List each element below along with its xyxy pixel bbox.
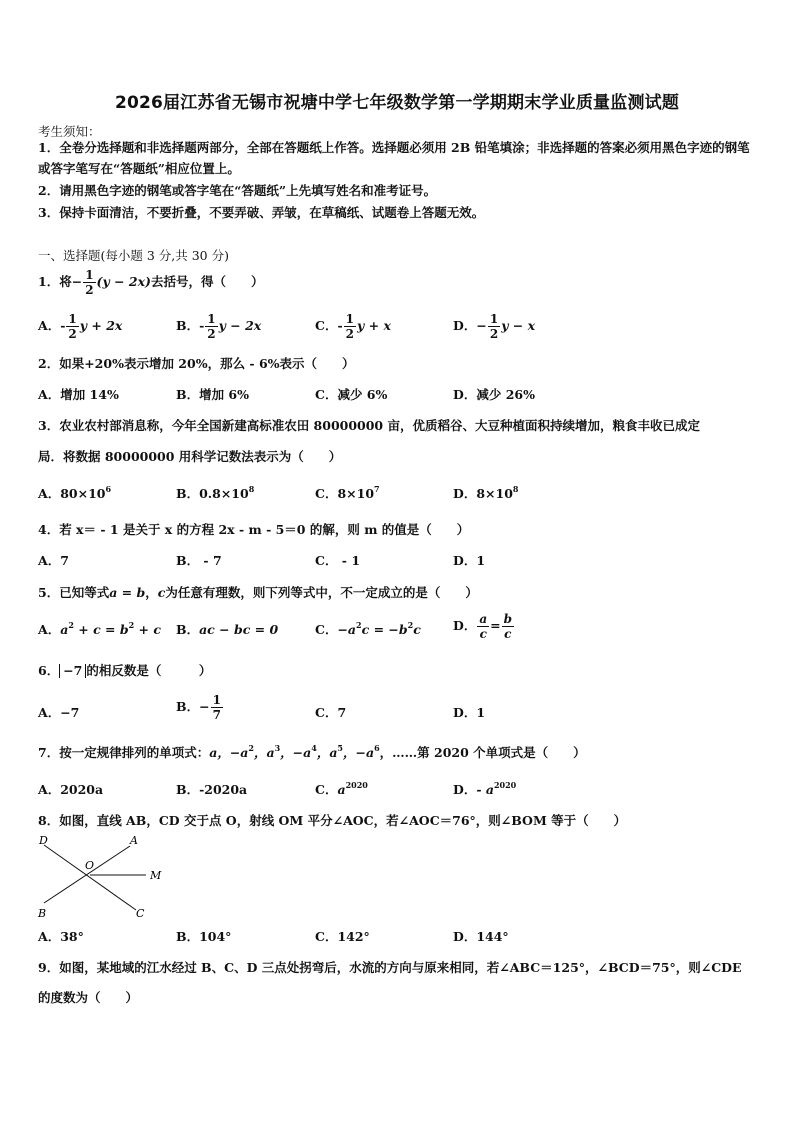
question-8: 8．如图，直线 AB，CD 交于点 O，射线 OM 平分∠AOC，若∠AOC＝76°，则∠BOM 等于（ ） — [38, 813, 627, 828]
q7-term-4-base: ，−a — [280, 745, 312, 760]
q5-option-d-num-left: a — [479, 612, 488, 626]
q5-option-a-end: + c — [134, 622, 161, 637]
q3-option-d[interactable] — [453, 484, 519, 502]
q5-option-b-expr: ac − bc = 0 — [199, 622, 279, 637]
q5-option-a-exp-2: 2 — [128, 620, 135, 630]
q5-option-a[interactable] — [38, 620, 161, 638]
notice-item-1: 1．全卷分选择题和非选择题两部分，全部在答题纸上作答。选择题必须用 2B 铅笔填涂；非选择题的答案必须用黑色字迹的钢笔或答字笔写在“答题纸”相应位置上。 — [38, 140, 750, 176]
notice-item-3: 3．保持卡面清洁，不要折叠，不要弄破、弄皱，在草稿纸、试题卷上答题无效。 — [38, 205, 485, 220]
q7-tail: ，……第 2020 个单项式是（ ） — [379, 745, 586, 760]
q1-minus: − — [71, 274, 83, 289]
q3-option-a-base: 80×10 — [60, 486, 106, 501]
q4-option-a[interactable]: A．7 — [38, 553, 69, 568]
q5-option-d-fraction-right — [502, 612, 514, 641]
q7-term-2-base: ，−a — [217, 745, 249, 760]
q3-option-c[interactable] — [315, 484, 380, 502]
question-4: 4．若 x＝ - 1 是关于 x 的方程 2x - m - 5＝0 的解，则 m 的值是（ ） — [38, 522, 470, 537]
q6-option-c[interactable] — [315, 703, 346, 721]
q5-option-a-middle: + c = b — [73, 622, 129, 637]
q1-tail: 去括号，得（ ） — [150, 274, 264, 289]
q5-option-c-exp-2: 2 — [407, 620, 414, 630]
q1-expression: (y − 2x) — [96, 274, 151, 289]
q1-option-c-den: 2 — [345, 327, 355, 341]
q5-tail: 为任意有理数，则下列等式中，不一定成立的是（ ） — [165, 585, 478, 600]
q7-prefix: 7．按一定规律排列的单项式： — [38, 745, 210, 760]
q5-option-c-term-1: −a — [337, 622, 357, 637]
q1-option-d-num: 1 — [489, 312, 499, 326]
q3-option-d-base: 8×10 — [476, 486, 513, 501]
q1-option-c-label: C． — [315, 318, 338, 333]
q1-option-b-fraction — [205, 312, 217, 341]
q5-option-d[interactable] — [453, 612, 515, 641]
q8-option-c[interactable]: C．142° — [315, 929, 370, 944]
q5-equation: a = b — [109, 585, 146, 600]
q1-option-a-fraction — [66, 312, 78, 341]
q1-option-b-label: B． — [176, 318, 200, 333]
label-d: D — [39, 834, 48, 847]
q7-option-d-exp: 2020 — [493, 780, 517, 790]
q7-option-c[interactable] — [315, 780, 368, 798]
q5-option-d-num-right: b — [503, 612, 512, 626]
q5-option-c-middle: c = −b — [361, 622, 408, 637]
q6-option-b-sign: − — [199, 699, 210, 714]
q6-option-a-text: −7 — [60, 705, 80, 720]
q5-option-b[interactable] — [176, 620, 278, 638]
q3-option-c-label: C． — [315, 486, 338, 501]
q1-option-c-sign: - — [337, 318, 343, 333]
q5-option-c-label: C． — [315, 622, 338, 637]
q8-option-d[interactable]: D．144° — [453, 929, 509, 944]
q1-option-d-sign: − — [476, 318, 487, 333]
q8-option-b[interactable]: B．104° — [176, 929, 232, 944]
q7-term-1: a — [209, 745, 218, 760]
q1-number: 1．将 — [38, 274, 72, 289]
q7-term-2-exp: 2 — [248, 743, 254, 753]
q7-option-a[interactable] — [38, 780, 103, 798]
q7-term-4-exp: 4 — [311, 743, 317, 753]
q6-option-b-num: 1 — [212, 693, 221, 707]
q7-term-5-base: ，a — [316, 745, 338, 760]
q3-option-b[interactable] — [176, 484, 254, 502]
q3-option-d-label: D． — [453, 486, 477, 501]
q4-option-d[interactable]: D．1 — [453, 553, 486, 568]
question-5 — [38, 583, 478, 601]
q1-option-c[interactable] — [315, 312, 391, 341]
q6-option-a-label: A． — [38, 705, 61, 720]
page-title: 2026届江苏省无锡市祝塘中学七年级数学第一学期期末学业质量监测试题 — [114, 93, 680, 113]
q1-option-a-label: A． — [38, 318, 61, 333]
q6-option-d-text: 1 — [476, 705, 486, 720]
q3-option-b-base: 0.8×10 — [199, 486, 249, 501]
q1-option-b-sign: - — [199, 318, 205, 333]
q7-term-6-base: ，−a — [343, 745, 375, 760]
q5-option-c[interactable] — [315, 620, 421, 638]
q7-option-d[interactable] — [453, 780, 516, 798]
q6-option-b[interactable] — [176, 693, 224, 722]
q4-option-b[interactable]: B． - 7 — [176, 553, 222, 568]
q5-option-c-end: c — [413, 622, 421, 637]
q1-option-d-expr: y − x — [501, 318, 536, 333]
q6-tail: 的相反数是（ ） — [86, 663, 212, 678]
q1-option-a-expr: y + 2x — [79, 318, 123, 333]
q7-term-6-exp: 6 — [374, 743, 380, 753]
question-2: 2．如果+20%表示增加 20%，那么 - 6%表示（ ） — [38, 356, 355, 371]
q1-frac-num: 1 — [85, 268, 94, 282]
q5-prefix: 5．已知等式 — [38, 585, 110, 600]
q6-option-c-text: 7 — [337, 705, 347, 720]
line-dc — [44, 845, 136, 910]
question-9-line-2: 的度数为（ ） — [38, 990, 139, 1005]
q5-option-d-den-right: c — [504, 627, 512, 641]
q7-option-d-base: - a — [476, 782, 494, 797]
label-o: O — [85, 859, 95, 872]
q7-term-3-exp: 3 — [274, 743, 281, 753]
q1-option-d-den: 2 — [489, 327, 499, 341]
notice-item-2: 2．请用黑色字迹的钢笔或答字笔在“答题纸”上先填写姓名和准考证号。 — [38, 183, 437, 198]
q7-term-3-base: ，a — [253, 745, 275, 760]
q8-geometry-figure — [34, 832, 174, 922]
q1-option-a-num: 1 — [68, 312, 77, 326]
q5-option-a-term-1: a — [60, 622, 69, 637]
q5-option-a-label: A． — [38, 622, 61, 637]
label-b: B — [38, 907, 47, 920]
q5-option-d-equals: = — [490, 618, 501, 633]
q7-option-c-base: a — [337, 782, 346, 797]
q5-option-d-label: D． — [453, 618, 477, 633]
q7-option-c-label: C． — [315, 782, 338, 797]
q3-option-d-exp: 8 — [512, 484, 519, 494]
q1-fraction — [83, 268, 95, 297]
q5-option-a-exp-1: 2 — [68, 620, 74, 630]
q3-option-b-label: B． — [176, 486, 200, 501]
q7-term-5-exp: 5 — [337, 743, 343, 753]
q6-absolute-value: −7 — [59, 664, 86, 678]
q7-option-a-label: A． — [38, 782, 61, 797]
label-a: A — [130, 834, 138, 847]
q1-option-d[interactable] — [453, 312, 535, 341]
q1-option-c-num: 1 — [345, 312, 355, 326]
q1-option-d-label: D． — [453, 318, 477, 333]
q1-option-b[interactable] — [176, 312, 261, 341]
q7-option-c-exp: 2020 — [345, 780, 368, 790]
q5-option-c-exp-1: 2 — [356, 620, 362, 630]
q8-option-a[interactable]: A．38° — [38, 929, 84, 944]
q6-option-d[interactable] — [453, 703, 485, 721]
label-c: C — [136, 907, 145, 920]
q2-option-c[interactable]: C．减少 6% — [315, 387, 388, 402]
q4-option-c[interactable]: C． - 1 — [315, 553, 361, 568]
q7-option-b-label: B． — [176, 782, 200, 797]
q6-number: 6． — [38, 663, 60, 678]
q1-option-b-expr: y − 2x — [218, 318, 262, 333]
q3-option-c-exp: 7 — [374, 484, 380, 494]
q3-option-a[interactable] — [38, 484, 111, 502]
q1-option-c-expr: y + x — [357, 318, 391, 333]
q3-option-a-exp: 6 — [105, 484, 112, 494]
label-m: M — [150, 869, 162, 882]
question-3-line-1: 3．农业农村部消息称，今年全国新建高标准农田 80000000 亩，优质稻谷、大豆种植面积持续增加，粮食丰收已成定 — [38, 418, 700, 433]
question-6 — [38, 661, 211, 679]
q6-option-a[interactable] — [38, 703, 79, 721]
notice-heading: 考生须知： — [38, 124, 101, 139]
q7-option-a-text: 2020a — [60, 782, 104, 797]
q7-option-b-text: -2020a — [199, 782, 248, 797]
q6-option-d-label: D． — [453, 705, 477, 720]
question-3-line-2: 局．将数据 80000000 用科学记数法表示为（ ） — [38, 449, 342, 464]
q5-option-b-label: B． — [176, 622, 200, 637]
q1-option-d-fraction — [488, 312, 500, 341]
question-9-line-1: 9．如图，某地域的江水经过 B、C、D 三点处拐弯后，水流的方向与原来相同，若∠ABC＝125°，∠BCD＝75°，则∠CDE — [38, 960, 742, 975]
q5-separator: ， — [145, 585, 158, 600]
q5-option-d-fraction-left — [477, 612, 489, 641]
question-1 — [38, 268, 263, 297]
q3-option-c-base: 8×10 — [337, 486, 375, 501]
q3-option-a-label: A． — [38, 486, 61, 501]
q2-option-d[interactable]: D．减少 26% — [453, 387, 535, 402]
q6-option-b-den: 7 — [212, 708, 221, 722]
q1-frac-den: 2 — [85, 283, 94, 297]
section-heading: 一、选择题(每小题 3 分,共 30 分) — [38, 248, 229, 263]
q2-option-b[interactable]: B．增加 6% — [176, 387, 249, 402]
q1-option-b-den: 2 — [207, 327, 216, 341]
q6-option-b-label: B． — [176, 699, 200, 714]
q5-variable-c: c — [157, 585, 166, 600]
question-7 — [38, 743, 586, 761]
q1-option-c-fraction — [344, 312, 356, 341]
q3-option-b-exp: 8 — [248, 484, 255, 494]
q5-option-d-den-left: c — [479, 627, 487, 641]
q2-option-a[interactable]: A．增加 14% — [38, 387, 119, 402]
q1-option-b-num: 1 — [207, 312, 216, 326]
q1-option-a-sign: - — [60, 318, 66, 333]
q7-option-d-label: D． — [453, 782, 477, 797]
q1-option-a-den: 2 — [68, 327, 77, 341]
q1-option-a[interactable] — [38, 312, 122, 341]
q7-option-b[interactable] — [176, 780, 247, 798]
q6-option-b-fraction — [211, 693, 223, 722]
q6-option-c-label: C． — [315, 705, 338, 720]
